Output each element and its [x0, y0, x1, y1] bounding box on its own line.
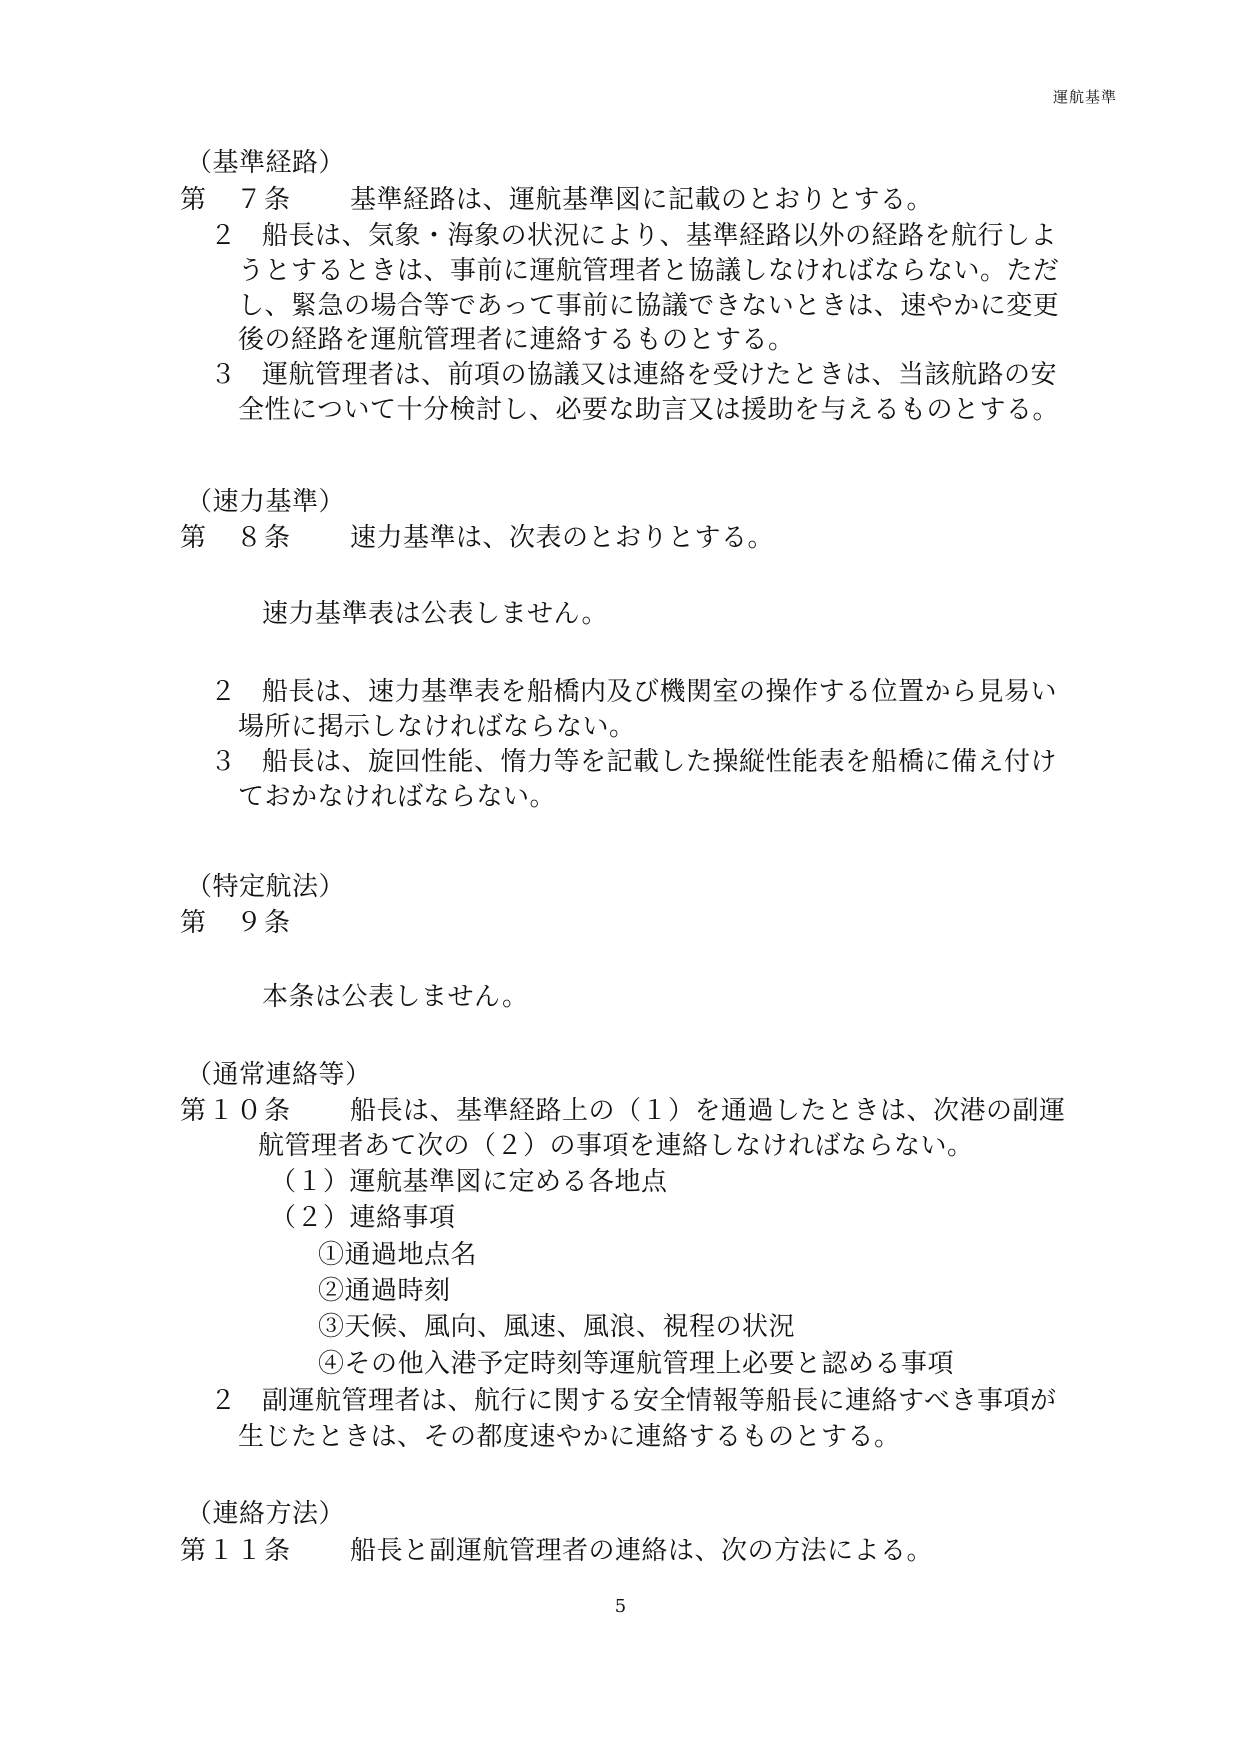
- article-9-note: 本条は公表しません。: [262, 982, 529, 1012]
- article-10-para-2-line-2: 生じたときは、その都度速やかに連絡するものとする。: [238, 1422, 901, 1452]
- article-10-subitem-4: ④その他入港予定時刻等運航管理上必要と認める事項: [318, 1349, 955, 1379]
- article-7-para-2-line-1: 船長は、気象・海象の状況により、基準経路以外の経路を航行しよ: [262, 221, 1058, 251]
- article-8-para-2-line-2: 場所に掲示しなければならない。: [238, 712, 636, 742]
- article-8-note: 速力基準表は公表しません。: [262, 599, 609, 629]
- article-10-caption: （通常連絡等）: [186, 1060, 372, 1090]
- article-7-para-2-line-4: 後の経路を運航管理者に連絡するものとする。: [238, 325, 795, 355]
- article-7-para-2-line-2: うとするときは、事前に運航管理者と協議しなければならない。ただ: [238, 256, 1060, 286]
- article-8-para-3-line-2: ておかなければならない。: [238, 782, 557, 812]
- article-10-subitem-3: ③天候、風向、風速、風浪、視程の状況: [318, 1312, 796, 1342]
- article-8-text: 速力基準は、次表のとおりとする。: [350, 523, 775, 553]
- article-10-para-2-line-1: 副運航管理者は、航行に関する安全情報等船長に連絡すべき事項が: [262, 1386, 1057, 1416]
- article-9-caption: （特定航法）: [186, 872, 346, 902]
- page-number: 5: [614, 1596, 627, 1617]
- article-7-caption: （基準経路）: [186, 148, 346, 178]
- article-7-para-3-line-2: 全性について十分検討し、必要な助言又は援助を与えるものとする。: [238, 395, 1059, 425]
- article-7-number: 第 ７条: [180, 185, 293, 215]
- article-9-number: 第 ９条: [180, 908, 293, 938]
- article-8-para-2-line-1: 船長は、速力基準表を船橋内及び機関室の操作する位置から見易い: [262, 677, 1058, 707]
- article-10-para-2-number: ２: [210, 1386, 237, 1416]
- article-10-line-1: 船長は、基準経路上の（１）を通過したときは、次港の副運: [350, 1096, 1066, 1126]
- article-7-para-3-number: ３: [210, 360, 237, 390]
- article-7-para-2-line-3: し、緊急の場合等であって事前に協議できないときは、速やかに変更: [238, 291, 1060, 321]
- article-10-subitem-1: ①通過地点名: [318, 1240, 478, 1270]
- article-11-text: 船長と副運航管理者の連絡は、次の方法による。: [350, 1536, 934, 1566]
- article-8-para-3-number: ３: [210, 747, 237, 777]
- article-8-para-2-number: ２: [210, 677, 237, 707]
- article-8-caption: （速力基準）: [186, 487, 346, 517]
- article-10-line-2: 航管理者あて次の（２）の事項を連絡しなければならない。: [258, 1131, 974, 1161]
- page-header-title: 運航基準: [1052, 88, 1117, 106]
- article-7-para-3-line-1: 運航管理者は、前項の協議又は連絡を受けたときは、当該航路の安: [262, 360, 1058, 390]
- article-10-number: 第１０条: [180, 1096, 293, 1126]
- article-8-para-3-line-1: 船長は、旋回性能、惰力等を記載した操縦性能表を船橋に備え付け: [262, 747, 1058, 777]
- article-10-item-1: （１）運航基準図に定める各地点: [270, 1167, 668, 1197]
- article-11-number: 第１１条: [180, 1536, 293, 1566]
- article-10-subitem-2: ②通過時刻: [318, 1276, 451, 1306]
- article-7-para-2-number: ２: [210, 221, 237, 251]
- article-10-item-2: （２）連絡事項: [270, 1203, 456, 1233]
- article-8-number: 第 ８条: [180, 523, 293, 553]
- article-7-text: 基準経路は、運航基準図に記載のとおりとする。: [350, 185, 934, 215]
- article-11-caption: （連絡方法）: [186, 1499, 346, 1529]
